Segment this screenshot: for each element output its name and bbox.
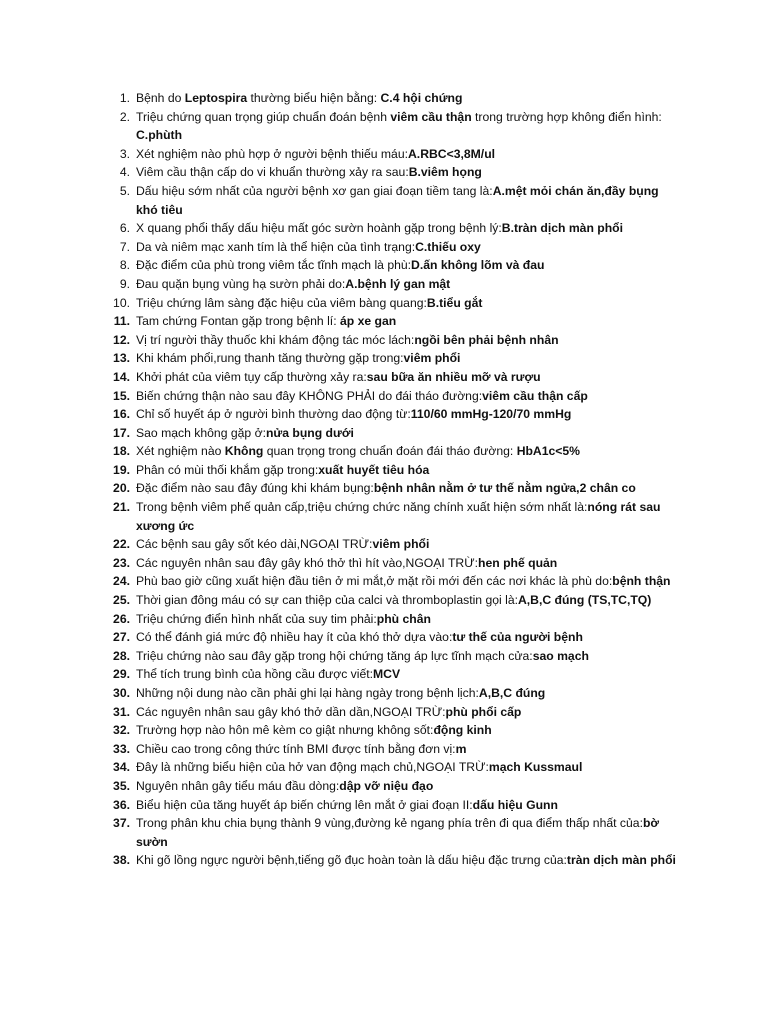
answer-text: ngồi bên phải bệnh nhân xyxy=(414,332,559,347)
item-number: 12. xyxy=(113,332,130,347)
answer-text: HbA1c<5% xyxy=(516,444,581,459)
question-text: Da và niêm mạc xanh tím là thể hiện của tình trạng: xyxy=(136,239,416,254)
question-text: Triệu chứng điển hình nhất của suy tim phải: xyxy=(136,611,377,626)
question-text: Trong bệnh viêm phế quản cấp,triệu chứng chức năng chính xuất hiện sớm nhất là: xyxy=(136,500,588,515)
list-item xyxy=(0,219,768,238)
question-text: Trong phân khu chia bụng thành 9 vùng,đường kẻ ngang phía trên đi qua điểm thấp nhất của: xyxy=(136,816,643,831)
question-list xyxy=(0,89,768,870)
item-number: 9. xyxy=(119,276,130,291)
question-text: Đây là những biểu hiện của hở van động mạch chủ,NGOẠI TRỪ: xyxy=(136,760,489,775)
item-number: 29. xyxy=(113,667,130,682)
answer-text: xuất huyết tiêu hóa xyxy=(318,462,430,477)
list-item xyxy=(0,238,768,257)
item-number: 28. xyxy=(113,648,130,663)
item-number: 36. xyxy=(113,797,130,812)
question-text: Biến chứng thận nào sau đây KHÔNG PHẢI do đái tháo đường: xyxy=(136,388,483,403)
answer-text: Không xyxy=(224,444,264,459)
answer-text: hen phế quản xyxy=(478,555,558,570)
list-item xyxy=(0,479,768,498)
item-number: 24. xyxy=(113,574,130,589)
answer-text: sau bữa ăn nhiều mỡ và rượu xyxy=(366,369,541,384)
list-item xyxy=(0,535,768,554)
list-item xyxy=(0,256,768,275)
answer-text: phù phổi cấp xyxy=(445,704,522,719)
item-number: 26. xyxy=(113,611,130,626)
question-text: Khi khám phổi,rung thanh tăng thường gặp trong: xyxy=(136,351,404,366)
answer-text: B.tràn dịch màn phổi xyxy=(501,221,623,236)
question-text: Nguyên nhân gây tiểu máu đầu dòng: xyxy=(136,778,340,793)
list-item xyxy=(0,721,768,740)
list-item xyxy=(0,312,768,331)
question-text: Đặc điểm nào sau đây đúng khi khám bụng: xyxy=(136,481,374,496)
question-text: Biểu hiện của tăng huyết áp biến chứng lên mắt ở giai đoạn II: xyxy=(136,797,473,812)
answer-text: 110/60 mmHg-120/70 mmHg xyxy=(410,407,572,422)
answer-text: viêm cầu thận xyxy=(390,109,472,124)
item-number: 14. xyxy=(113,369,130,384)
question-text: Triệu chứng quan trọng giúp chuẩn đoán bệnh xyxy=(136,109,391,124)
item-number: 13. xyxy=(113,351,130,366)
item-number: 6. xyxy=(119,221,130,236)
question-text: Phù bao giờ cũng xuất hiện đầu tiên ở mi mắt,ở mặt rồi mới đến các nơi khác là phù do: xyxy=(136,574,613,589)
answer-text: C.phùth xyxy=(136,128,183,143)
answer-text: tràn dịch màn phổi xyxy=(566,853,676,868)
answer-text: mạch Kussmaul xyxy=(488,760,583,775)
list-item xyxy=(0,349,768,368)
item-number: 30. xyxy=(113,686,130,700)
list-item xyxy=(0,554,768,573)
question-text: Bệnh do xyxy=(136,91,185,105)
answer-text: B.viêm họng xyxy=(408,165,482,180)
item-number: 34. xyxy=(113,760,130,775)
question-text: Chỉ số huyết áp ở người bình thường dao động từ: xyxy=(136,407,411,422)
question-text: Sao mạch không gặp ở: xyxy=(136,425,266,440)
item-number: 21. xyxy=(113,500,130,515)
list-item xyxy=(0,758,768,777)
answer-text: D.ấn không lõm và đau xyxy=(411,258,545,273)
item-number: 2. xyxy=(119,109,130,124)
list-item xyxy=(0,294,768,313)
list-item xyxy=(0,628,768,647)
item-number: 7. xyxy=(119,239,130,254)
question-text: X quang phổi thấy dấu hiệu mất góc sườn hoành gặp trong bệnh lý: xyxy=(136,221,502,236)
answer-text: MCV xyxy=(373,667,401,682)
answer-text: viêm phổi xyxy=(403,351,461,366)
list-item xyxy=(0,777,768,796)
item-number: 19. xyxy=(113,462,130,477)
list-item xyxy=(0,424,768,443)
list-item xyxy=(0,442,768,461)
question-text: Thời gian đông máu có sự can thiệp của calci và thromboplastin gọi là: xyxy=(136,593,518,608)
answer-text: động kinh xyxy=(433,723,492,738)
question-text: Khi gõ lồng ngực người bệnh,tiếng gõ đục hoàn toàn là dấu hiệu đặc trưng của: xyxy=(136,853,567,868)
answer-text: sao mạch xyxy=(532,648,589,663)
question-text: Khởi phát của viêm tụy cấp thường xảy ra: xyxy=(136,369,367,384)
list-item xyxy=(0,163,768,182)
item-number: 4. xyxy=(119,165,130,180)
list-item xyxy=(0,814,768,851)
question-text: Xét nghiệm nào phù hợp ở người bệnh thiếu máu: xyxy=(136,146,408,161)
question-text: Có thể đánh giá mức độ nhiều hay ít của khó thở dựa vào: xyxy=(136,630,453,645)
answer-text: A,B,C đúng (TS,TC,TQ) xyxy=(517,593,652,608)
answer-text: dấu hiệu Gunn xyxy=(472,797,558,812)
question-text: Dấu hiệu sớm nhất của người bệnh xơ gan giai đoạn tiềm tang là: xyxy=(136,183,493,198)
question-text: Viêm cầu thận cấp do vi khuẩn thường xảy ra sau: xyxy=(136,165,409,180)
question-text: Các bệnh sau gây sốt kéo dài,NGOẠI TRỪ: xyxy=(136,537,373,552)
answer-text: A.mệt mỏi chán ăn,đầy bụng khó tiêu xyxy=(136,183,659,217)
item-number: 10. xyxy=(113,295,130,310)
answer-text: viêm phổi xyxy=(372,537,430,552)
answer-text: tư thế của người bệnh xyxy=(452,630,583,645)
question-text: Các nguyên nhân sau gây khó thở dần dần,NGOẠI TRỪ: xyxy=(136,704,446,719)
question-text: thường biểu hiện bằng: xyxy=(247,91,381,105)
list-item xyxy=(0,647,768,666)
list-item xyxy=(0,387,768,406)
item-number: 3. xyxy=(119,146,130,161)
item-number: 23. xyxy=(113,555,130,570)
answer-text: bệnh thận xyxy=(612,574,671,589)
answer-text: nửa bụng dưới xyxy=(265,425,354,440)
list-item xyxy=(0,498,768,535)
question-text: Thể tích trung bình của hồng cầu được viết: xyxy=(136,667,374,682)
answer-text: C.4 hội chứng xyxy=(380,91,463,105)
list-item xyxy=(0,368,768,387)
list-item xyxy=(0,665,768,684)
question-text: Triệu chứng lâm sàng đặc hiệu của viêm bàng quang: xyxy=(136,295,427,310)
item-number: 35. xyxy=(113,778,130,793)
list-item xyxy=(0,182,768,219)
answer-text: bệnh nhân nằm ở tư thế nằm ngửa,2 chân co xyxy=(373,481,636,496)
item-number: 5. xyxy=(119,183,130,198)
item-number: 33. xyxy=(113,741,130,756)
question-text: Tam chứng Fontan gặp trong bệnh lí: xyxy=(136,314,340,329)
answer-text: bờ sườn xyxy=(136,816,660,849)
answer-text: C.thiếu oxy xyxy=(415,239,481,254)
list-item xyxy=(0,89,768,108)
answer-text: phù chân xyxy=(376,611,431,626)
question-text: Xét nghiệm nào xyxy=(136,444,225,459)
answer-text: nóng rát sau xương ức xyxy=(136,500,661,533)
item-number: 31. xyxy=(113,704,130,719)
item-number: 16. xyxy=(113,407,130,422)
list-item xyxy=(0,572,768,591)
list-item xyxy=(0,703,768,722)
question-text: Vị trí người thầy thuốc khi khám động tác móc lách: xyxy=(136,332,415,347)
list-item xyxy=(0,610,768,629)
item-number: 1. xyxy=(119,91,130,105)
item-number: 17. xyxy=(113,425,130,440)
question-text: Các nguyên nhân sau đây gây khó thở thì hít vào,NGOẠI TRỪ: xyxy=(136,555,479,570)
question-text: Đau quặn bụng vùng hạ sườn phải do: xyxy=(136,276,346,291)
answer-text: viêm cầu thận cấp xyxy=(482,388,588,403)
list-item xyxy=(0,591,768,610)
answer-text: A.bệnh lý gan mật xyxy=(345,276,451,291)
question-text: Triệu chứng nào sau đây gặp trong hội chứng tăng áp lực tĩnh mạch cửa: xyxy=(136,648,533,663)
question-text: Những nội dung nào cần phải ghi lại hàng ngày trong bệnh lịch: xyxy=(136,686,479,700)
question-text: Đặc điểm của phù trong viêm tắc tĩnh mạch là phù: xyxy=(136,258,412,273)
list-item xyxy=(0,108,768,145)
item-number: 22. xyxy=(113,537,130,552)
item-number: 25. xyxy=(113,593,130,608)
item-number: 32. xyxy=(113,723,130,738)
item-number: 18. xyxy=(113,444,130,459)
answer-text: m xyxy=(455,741,467,756)
item-number: 11. xyxy=(113,314,130,329)
answer-text: A,B,C đúng xyxy=(478,686,546,700)
list-item xyxy=(0,740,768,759)
question-text: Trường hợp nào hôn mê kèm co giật nhưng không sốt: xyxy=(136,723,434,738)
list-item xyxy=(0,275,768,294)
list-item xyxy=(0,461,768,480)
list-item xyxy=(0,796,768,815)
item-number: 15. xyxy=(113,388,130,403)
question-text: quan trọng trong chuẩn đoán đái tháo đường: xyxy=(263,444,517,459)
question-text: Chiều cao trong công thức tính BMI được tính bằng đơn vị: xyxy=(136,741,456,756)
item-number: 20. xyxy=(113,481,130,496)
question-text: trong trường hợp không điển hình: xyxy=(471,109,662,124)
list-item xyxy=(0,684,768,703)
list-item xyxy=(0,145,768,164)
item-number: 37. xyxy=(113,816,130,831)
list-item xyxy=(0,331,768,350)
answer-text: A.RBC<3,8M/ul xyxy=(408,146,496,161)
item-number: 27. xyxy=(113,630,130,645)
item-number: 38. xyxy=(113,853,130,868)
list-item xyxy=(0,851,768,870)
question-text: Phân có mùi thối khắm gặp trong: xyxy=(136,462,319,477)
answer-text: dập vỡ niệu đạo xyxy=(339,778,434,793)
answer-text: B.tiểu gắt xyxy=(426,295,483,310)
answer-text: áp xe gan xyxy=(339,314,397,329)
item-number: 8. xyxy=(119,258,130,273)
answer-text: Leptospira xyxy=(184,91,248,105)
list-item xyxy=(0,405,768,424)
